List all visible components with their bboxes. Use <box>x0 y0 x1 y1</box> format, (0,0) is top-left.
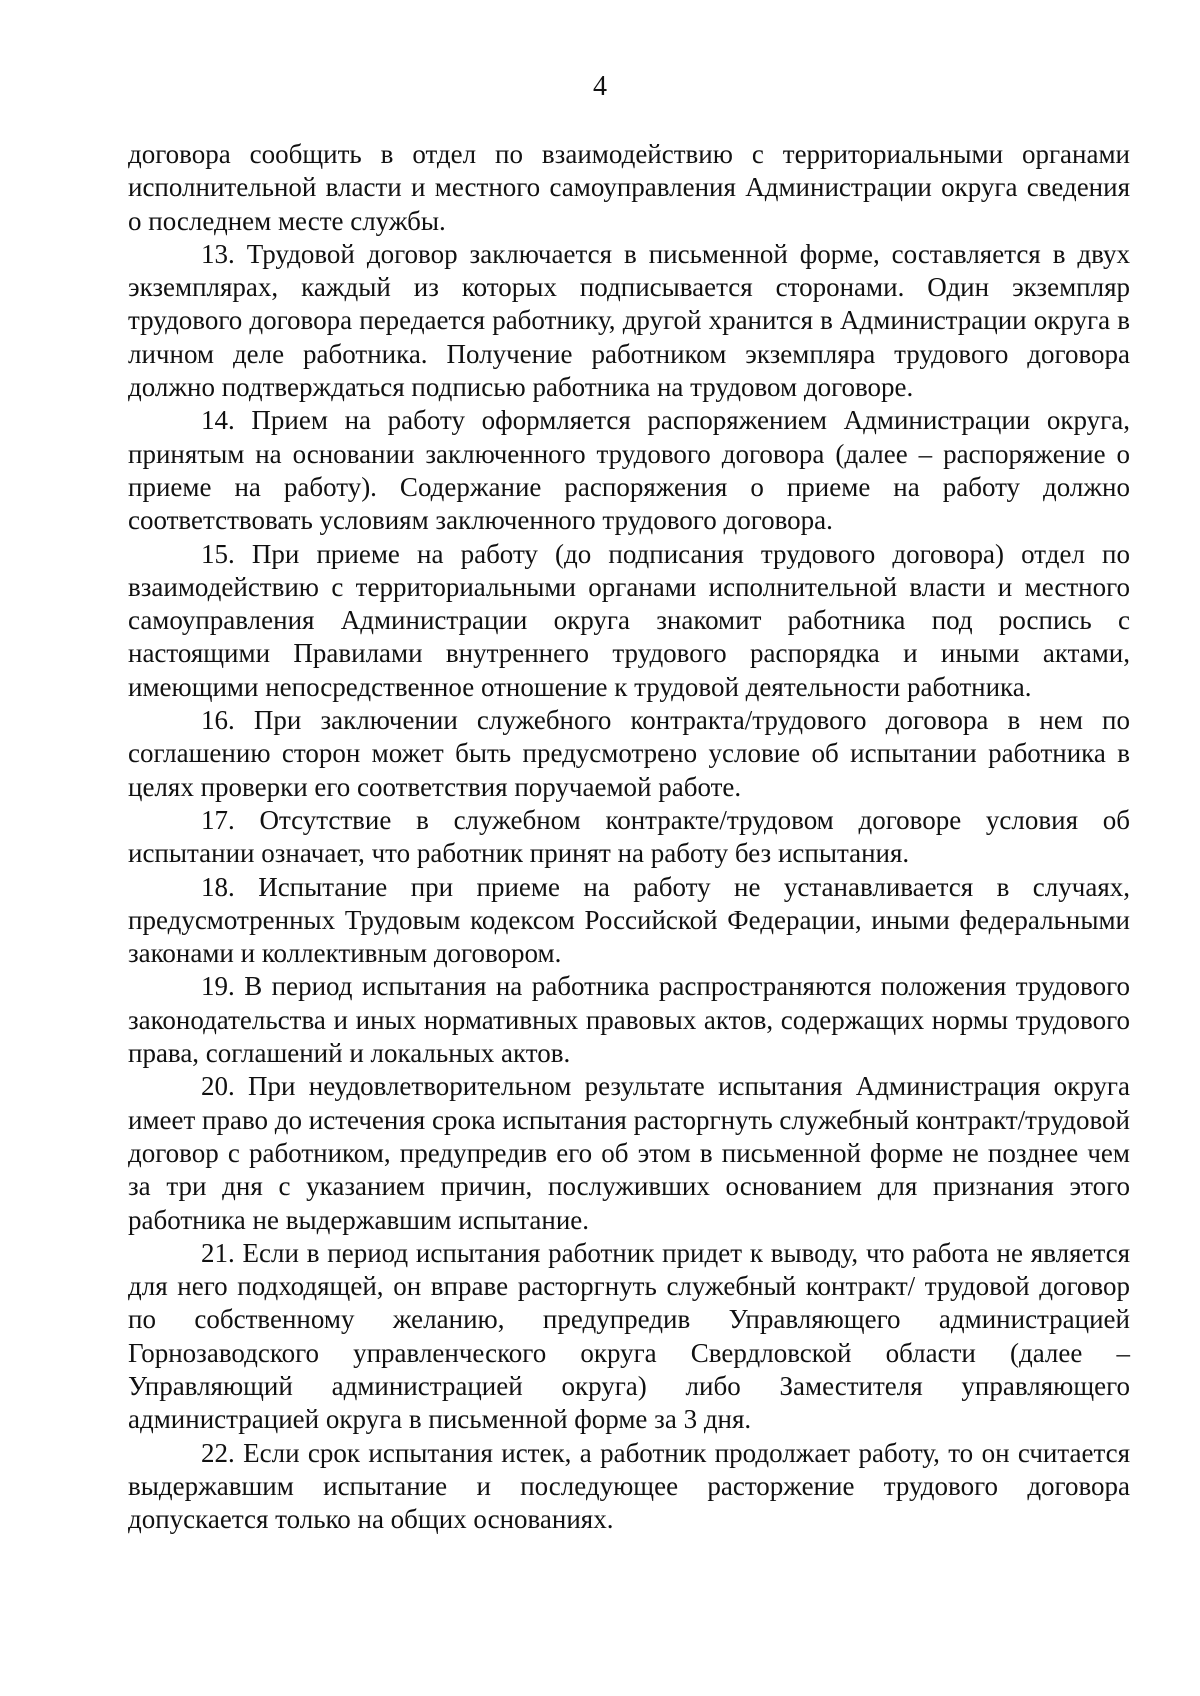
paragraph-21: 21. Если в период испытания работник придет к выводу, что работа не является для него подходящей, он вправе расторгнуть служебный контракт/ трудовой договор по собственному желанию, предупредив Управляющего администрацией Горнозаводского управленческого округа Свердловской области (далее – Управляющий администрацией округа) либо Заместителя управляющего администрацией округа в письменной форме за 3 дня. <box>128 1237 1130 1435</box>
paragraph-17: 17. Отсутствие в служебном контракте/трудовом договоре условия об испытании означает, что работник принят на работу без испытания. <box>128 804 1130 869</box>
page-number: 4 <box>593 71 607 102</box>
document-body <box>128 138 1130 1536</box>
paragraph-16: 16. При заключении служебного контракта/трудового договора в нем по соглашению сторон может быть предусмотрено условие об испытании работника в целях проверки его соответствия поручаемой работе. <box>128 705 1130 802</box>
paragraph-22: 22. Если срок испытания истек, а работник продолжает работу, то он считается выдержавшим испытание и последующее расторжение трудового договора допускается только на общих основаниях. <box>128 1437 1130 1535</box>
paragraph-continuation: договора сообщить в отдел по взаимодействию с территориальными органами исполнительной власти и местного самоуправления Администрации округа сведения о последнем месте службы. <box>128 139 1130 236</box>
paragraph-20: 20. При неудовлетворительном результате испытания Администрация округа имеет право до истечения срока испытания расторгнуть служебный контракт/трудовой договор с работником, предупредив его об этом в письменной форме не позднее чем за три дня с указанием причин, послуживших основанием для признания этого работника не выдержавшим испытание. <box>128 1071 1130 1235</box>
paragraph-18: 18. Испытание при приеме на работу не устанавливается в случаях, предусмотренных Трудовым кодексом Российской Федерации, иными федеральными законами и коллективным договором. <box>128 871 1130 969</box>
paragraph-13: 13. Трудовой договор заключается в письменной форме, составляется в двух экземплярах, каждый из которых подписывается сторонами. Один экземпляр трудового договора передается работнику, другой хранится в Администрации округа в личном деле работника. Получение работником экземпляра трудового договора должно подтверждаться подписью работника на трудовом договоре. <box>128 238 1130 403</box>
paragraph-19: 19. В период испытания на работника распространяются положения трудового законодательства и иных нормативных правовых актов, содержащих нормы трудового права, соглашений и локальных актов. <box>128 971 1130 1069</box>
paragraph-14: 14. Прием на работу оформляется распоряжением Администрации округа, принятым на основании заключенного трудового договора (далее – распоряжение о приеме на работу). Содержание распоряжения о приеме на работу должно соответствовать условиям заключенного трудового договора. <box>128 405 1130 536</box>
paragraph-15: 15. При приеме на работу (до подписания трудового договора) отдел по взаимодействию с территориальными органами исполнительной власти и местного самоуправления Администрации округа знакомит работника под роспись с настоящими Правилами внутреннего трудового распорядка и иными актами, имеющими непосредственное отношение к трудовой деятельности работника. <box>128 538 1130 702</box>
